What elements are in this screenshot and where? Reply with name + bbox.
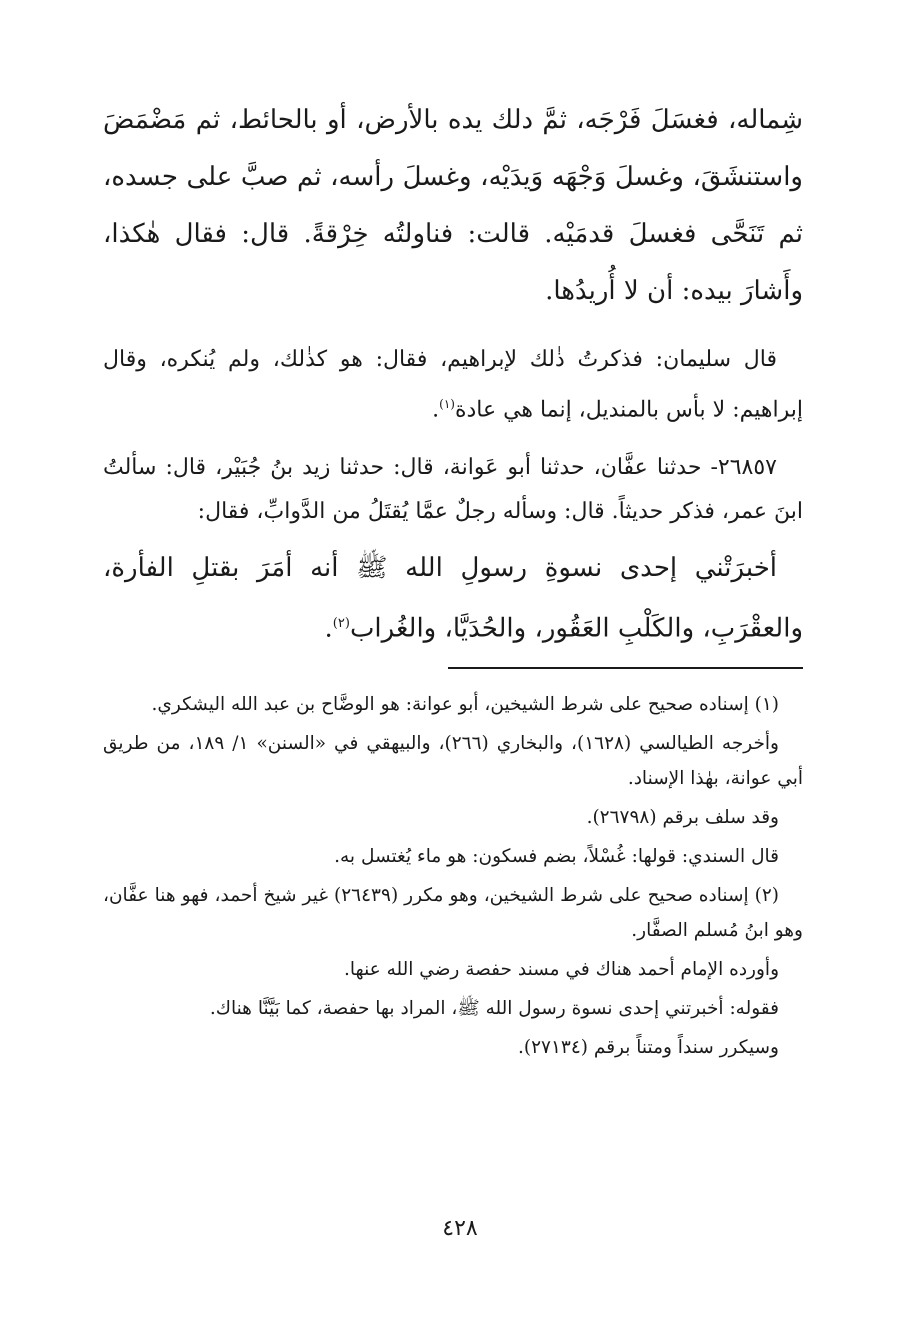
main-paragraph-2	[103, 338, 803, 432]
footnote-2-line-3: فقوله: أخبرتني إحدى نسوة رسول الله ﷺ، المراد بها حفصة، كما بَيَّنَّا هناك.	[209, 997, 779, 1019]
footnote-2-line-4: وسيكرر سنداً ومتناً برقم (٢٧١٣٤).	[517, 1036, 779, 1058]
main-paragraph-1: شِماله، فغسَلَ فَرْجَه، ثمَّ دلك يده بالأرض، أو بالحائط، ثم مَضْمَضَ واستنشَقَ، وغسلَ وَجْهَه وَيدَيْه، وغسلَ رأسه، ثم صبَّ على جسده، ثم تَنَحَّى فغسلَ قدمَيْه. قالت: فناولتُه خِرْقةً. قال: فقال هٰكذا، وأَشارَ بيده: أن لا أُريدُها.	[103, 105, 803, 306]
footnote-ref-1: (١)	[439, 397, 455, 411]
footnote-separator	[448, 667, 803, 669]
footnote-1-line-1: (١) إسناده صحيح على شرط الشيخين، أبو عوانة: هو الوضَّاح بن عبد الله اليشكري.	[151, 693, 779, 715]
hadith-matn-end: .	[324, 613, 333, 644]
hadith-isnad: ٢٦٨٥٧- حدثنا عفَّان، حدثنا أبو عَوانة، قال: حدثنا زيد بنُ جُبَيْر، قال: سألتُ ابنَ عمر، فذكر حديثاً. قال: وسأله رجلٌ عمَّا يُقتَلُ من الدَّوابِّ، فقال:	[103, 455, 803, 525]
hadith-matn	[103, 540, 803, 657]
footnote-2-line-2: وأورده الإمام أحمد هناك في مسند حفصة رضي الله عنها.	[344, 958, 779, 980]
footnote-1-line-4: قال السندي: قولها: غُسْلاً، بضم فسكون: هو ماء يُغتسل به.	[334, 845, 779, 867]
hadith-matn-text: أخبرَتْني إحدى نسوةِ رسولِ الله ﷺ أنه أمَرَ بقتلِ الفأرة، والعقْرَبِ، والكَلْبِ العَقُور، والحُدَيَّا، والغُراب	[103, 553, 803, 644]
footnote-ref-2: (٢)	[332, 616, 350, 632]
footnotes	[103, 687, 803, 1065]
footnote-2-line-1: (٢) إسناده صحيح على شرط الشيخين، وهو مكرر (٢٦٤٣٩) غير شيخ أحمد، فهو هنا عفَّان، وهو ابنُ مُسلم الصفَّار.	[103, 884, 803, 941]
main-paragraph-2-end: .	[432, 397, 440, 423]
page-number: ٤٢٨	[442, 1216, 478, 1241]
footnote-1-line-3: وقد سلف برقم (٢٦٧٩٨).	[586, 806, 779, 828]
page-content	[103, 92, 803, 1065]
main-paragraph-2-text: قال سليمان: فذكرتُ ذٰلك لإبراهيم، فقال: هو كذٰلك، ولم يُنكره، وقال إبراهيم: لا بأس بالمنديل، إنما هي عادة	[103, 347, 803, 423]
footnote-1-line-2: وأخرجه الطيالسي (١٦٢٨)، والبخاري (٢٦٦)، والبيهقي في «السنن» ١/ ١٨٩، من طريق أبي عوانة، بهٰذا الإسناد.	[103, 732, 803, 789]
